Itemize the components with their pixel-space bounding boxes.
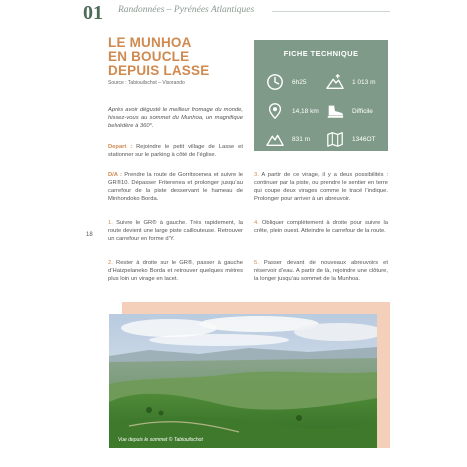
step-1: [108, 219, 243, 243]
mountain-icon: [266, 130, 284, 148]
fact-value: 1 013 m: [352, 78, 376, 86]
step-depart: [108, 143, 243, 159]
step-number: 4.: [254, 220, 259, 226]
elevation-icon: [326, 73, 344, 91]
step-number: 1.: [108, 220, 113, 226]
landscape-photo: [109, 314, 377, 448]
step-text: Obliquer complètement à droite pour suivre la crête, plein ouest. Atteindre le carrefour de la route.: [254, 220, 388, 234]
header-rule: [272, 11, 390, 12]
step-number: 5.: [254, 260, 259, 266]
fact-elevation: [326, 73, 376, 91]
step-text: Prendre la route de Gorritxoenea et suivre le GR®10. Dépasser Friterenea et prolonger jusqu’au carrefour de la piste desservant le hameau de Minhondoko Borda.: [108, 172, 243, 202]
fact-distance: [266, 102, 319, 120]
fact-value: Difficile: [352, 107, 373, 115]
running-header-title: Randonnées – Pyrénées Atlantiques: [118, 5, 255, 15]
step-da: [108, 171, 243, 203]
step-text: Passer devant de nouveaux abreuvoirs et réservoir d’eau. A partir de là, rejoindre une clôture, la longer jusqu’au sommet de la Munhoa.: [254, 260, 388, 282]
map-icon: [326, 130, 344, 148]
route-title-line: LE MUNHOA: [108, 35, 192, 50]
fact-value: 6h25: [292, 78, 307, 86]
step-2: [108, 259, 243, 283]
step-text: Rester à droite sur le GR®, passer à gauche d’Haizpelaneko Borda et retrouver quelques mètres plus loin un virage en lacet.: [108, 260, 243, 282]
landscape-illustration: [109, 314, 377, 448]
step-3: [254, 171, 388, 203]
route-title: [108, 36, 238, 78]
fiche-technique-box: [254, 40, 388, 151]
fact-difficulty: [326, 102, 373, 120]
step-text: A partir de ce virage, il y a deux possibilités : continuer par la piste, ou prendre le sentier en terre qui coupe deux virages comme le tracé l’indique. Prolonger pour arriver à un abreuvoir.: [254, 172, 388, 202]
step-4: [254, 219, 388, 235]
fiche-title: FICHE TECHNIQUE: [283, 49, 359, 58]
fact-value: 1346OT: [352, 135, 376, 143]
fact-value: 831 m: [292, 135, 311, 143]
fact-value: 14,18 km: [292, 107, 319, 115]
intro-paragraph: Après avoir dégusté le meilleur fromage du monde, hissez-vous au sommet du Munhoa, un magnifique belvédère à 360°.: [108, 107, 243, 129]
step-text: Suivre le GR® à gauche. Très rapidement, la route devient une large piste caillouteuse. Retrouver un carrefour en forme d’Y.: [108, 220, 243, 242]
step-number: 2.: [108, 260, 113, 266]
map-pin-icon: [266, 102, 284, 120]
chapter-number: 01: [83, 2, 103, 24]
route-title-line: DEPUIS LASSE: [108, 63, 210, 78]
clock-icon: [266, 73, 284, 91]
fact-denivele: [266, 130, 310, 148]
fact-map-reference: [326, 130, 376, 148]
fact-duration: [266, 73, 306, 91]
hiking-boot-icon: [326, 102, 344, 120]
photo-caption: Vue depuis le sommet © Tabiouilschot: [118, 437, 203, 443]
step-label: Depart :: [108, 144, 133, 150]
page-number: 18: [86, 232, 93, 238]
route-source: Source : Tabiouilschot – Visorando: [108, 80, 185, 86]
step-label: D/A :: [108, 172, 122, 178]
route-title-line: EN BOUCLE: [108, 49, 190, 64]
step-text: Rejoindre le petit village de Lasse et stationner sur le parking à côté de l’église.: [108, 144, 243, 158]
step-5: [254, 259, 388, 283]
step-number: 3.: [254, 172, 259, 178]
